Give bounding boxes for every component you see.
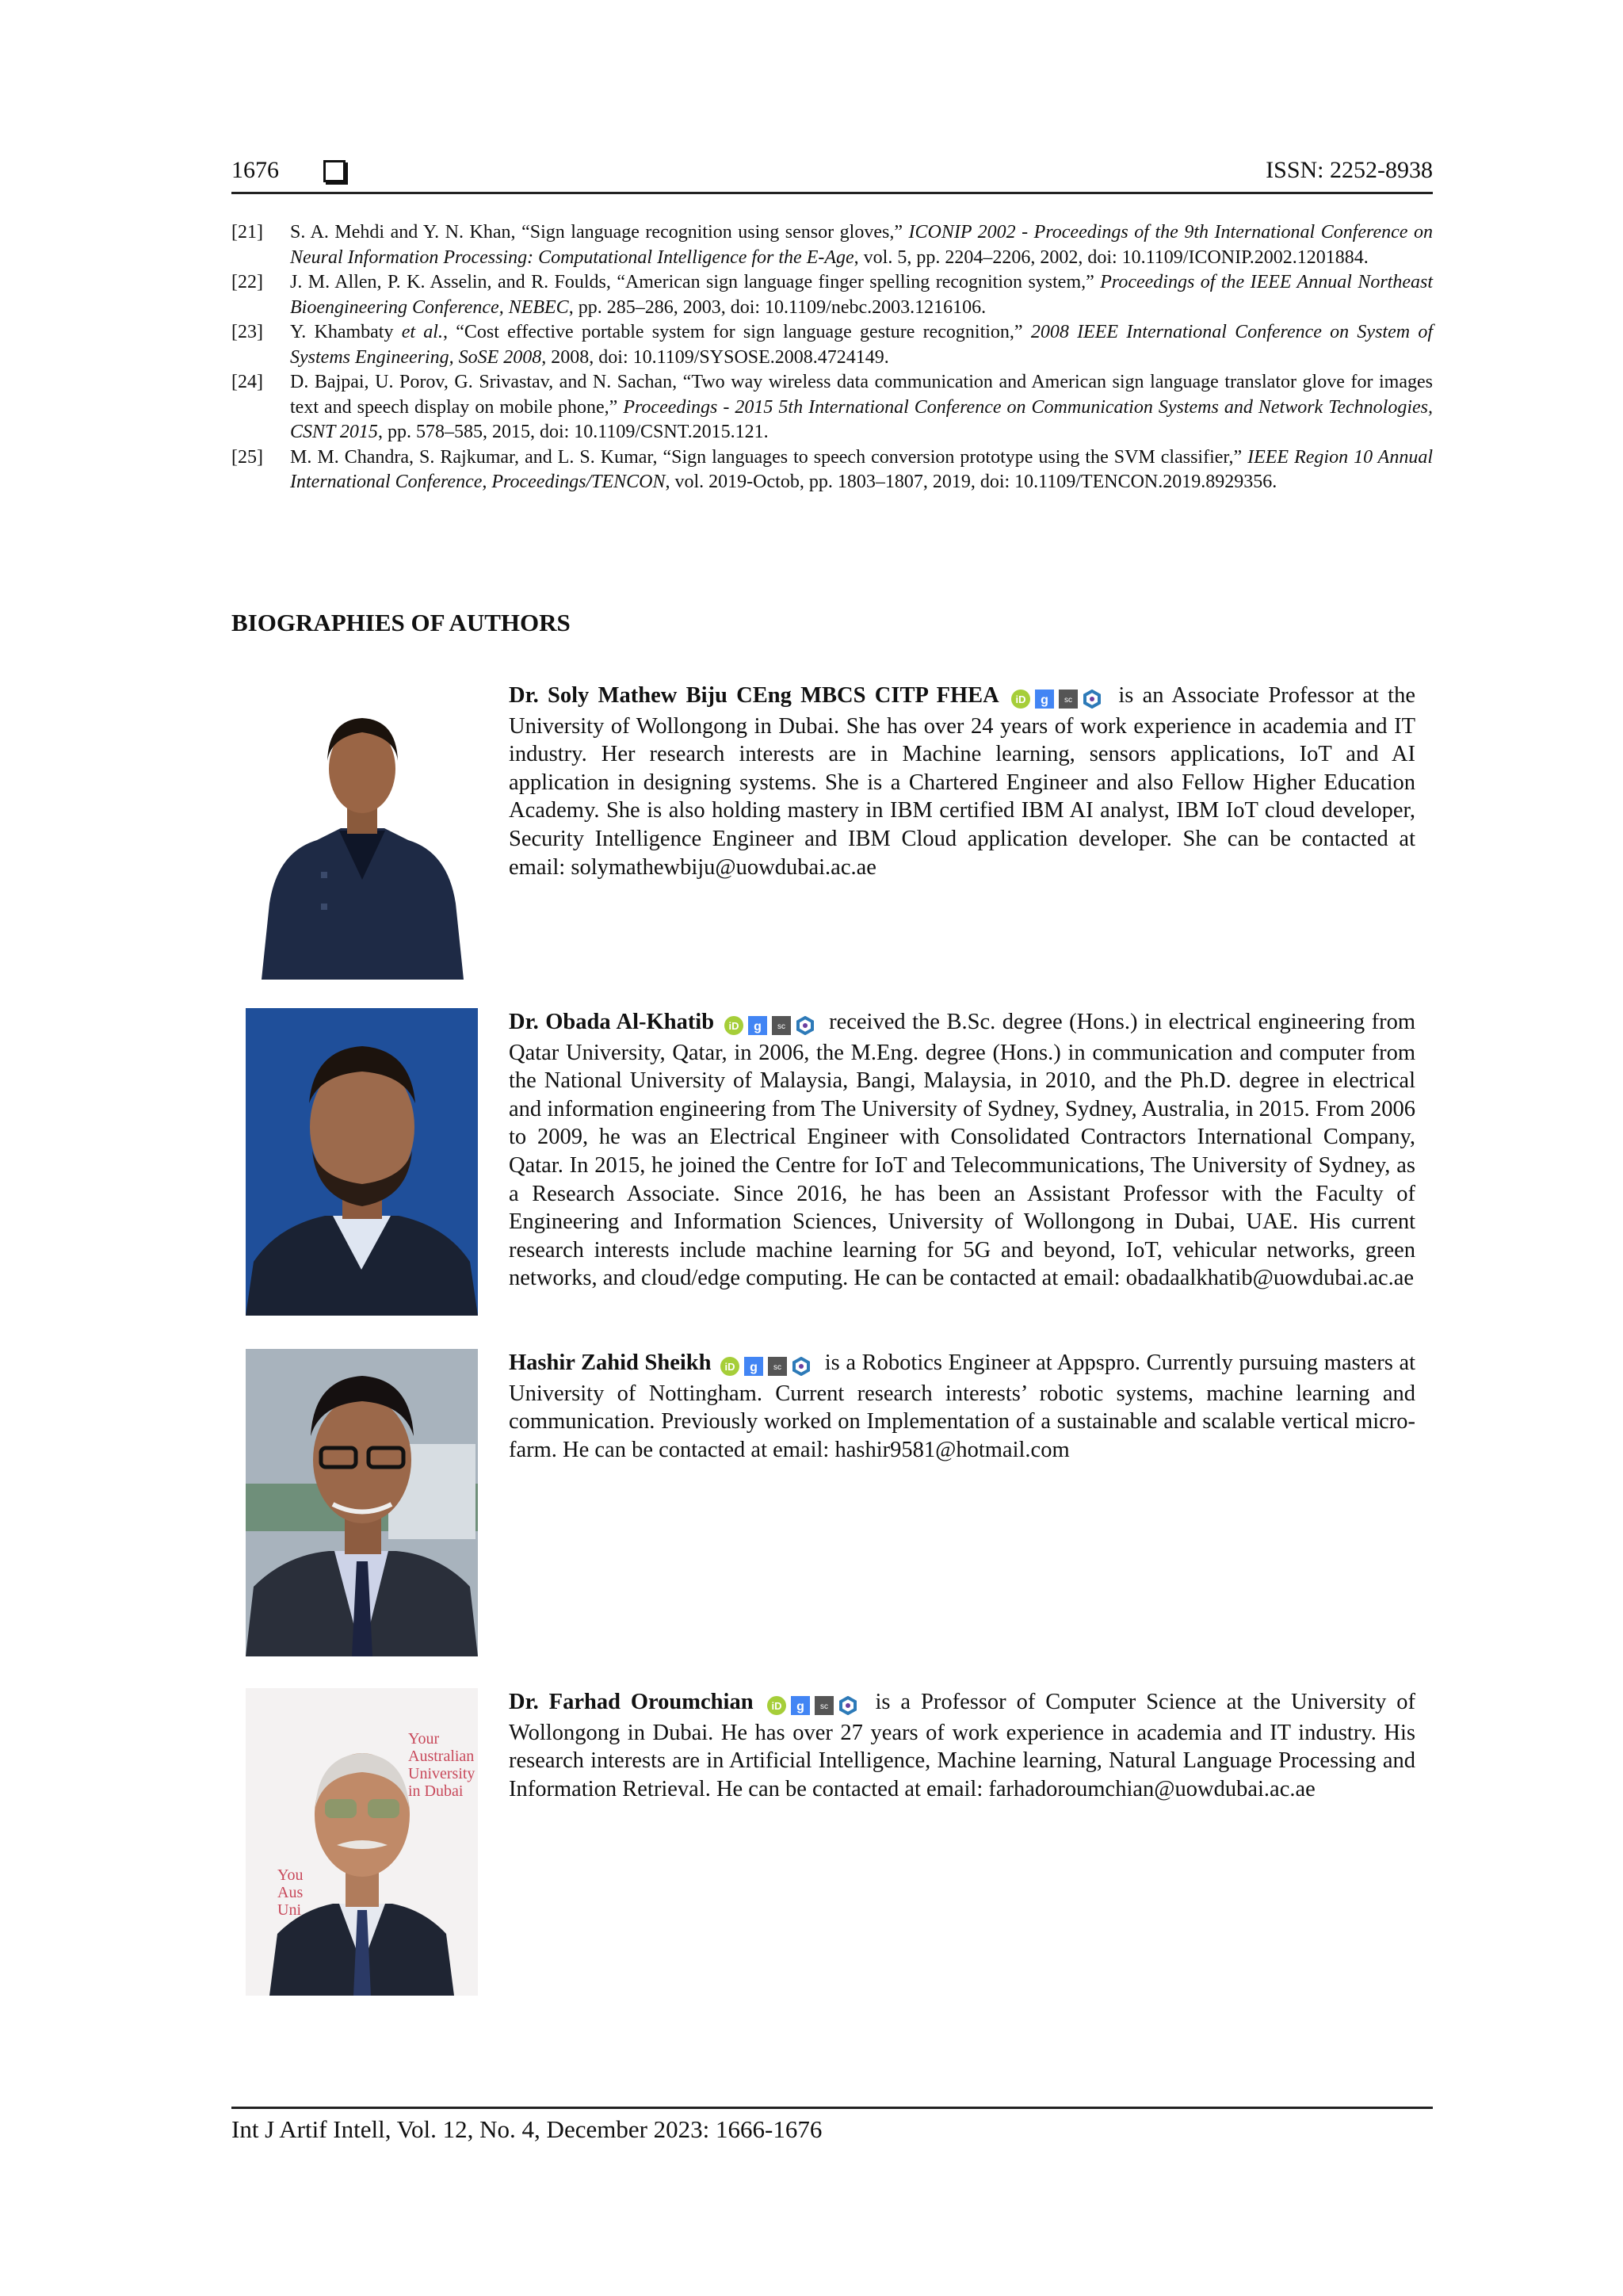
journal-citation: Int J Artif Intell, Vol. 12, No. 4, December 2023: 1666-1676 <box>231 2115 823 2143</box>
bio-text <box>509 1688 1415 1803</box>
reference-venue: 2008 IEEE International Conference on System of Systems Engineering, SoSE 2008 <box>290 322 1433 368</box>
svg-text:g: g <box>796 1700 804 1714</box>
reference-number: [25] <box>231 446 263 468</box>
reference-venue: IEEE Region 10 Annual International Conference, Proceedings/TENCON <box>290 446 1433 492</box>
reference-details: , vol. 5, pp. 2204–2206, 2002, doi: 10.1109/ICONIP.2002.1201884. <box>854 246 1369 268</box>
bio-text <box>509 1008 1415 1293</box>
svg-text:g: g <box>1041 693 1048 708</box>
reference-details: , vol. 2019-Octob, pp. 1803–1807, 2019, doi: 10.1109/TENCON.2019.8929356. <box>665 472 1277 492</box>
author-name: Hashir Zahid Sheikh <box>509 1350 712 1375</box>
svg-text:sc: sc <box>1064 696 1073 705</box>
google-scholar-icon[interactable] <box>1035 690 1054 709</box>
svg-text:sc: sc <box>773 1363 782 1373</box>
google-scholar-icon[interactable] <box>791 1696 810 1715</box>
scopus-icon[interactable] <box>772 1016 791 1035</box>
banner-text: You <box>277 1866 304 1884</box>
reference-number: [24] <box>231 372 263 392</box>
reference-details: , pp. 285–286, 2003, doi: 10.1109/nebc.2003.1216106. <box>568 296 987 318</box>
reference-item <box>231 270 1433 320</box>
banner-text: University <box>408 1765 475 1782</box>
orcid-icon[interactable] <box>767 1696 786 1715</box>
author-name: Dr. Soly Mathew Biju CEng MBCS CITP FHEA <box>509 683 999 708</box>
issn: ISSN: 2252-8938 <box>1266 157 1433 183</box>
svg-text:iD: iD <box>728 1020 739 1033</box>
biographies-heading: BIOGRAPHIES OF AUTHORS <box>231 609 571 636</box>
profile-icons <box>720 1351 815 1380</box>
svg-text:iD: iD <box>1015 693 1026 706</box>
svg-text:g: g <box>753 1020 762 1034</box>
banner-text: Australian <box>408 1748 475 1765</box>
reference-item <box>231 445 1433 495</box>
google-scholar-icon[interactable] <box>744 1357 763 1376</box>
author-photo <box>246 1349 478 1656</box>
svg-text:g: g <box>750 1361 758 1375</box>
orcid-icon[interactable] <box>720 1357 739 1376</box>
profile-icons <box>767 1690 862 1719</box>
reference-details: , pp. 578–585, 2015, doi: 10.1109/CSNT.2015.121. <box>377 422 769 442</box>
reference-number: [23] <box>231 322 263 342</box>
reference-item <box>231 320 1433 370</box>
page-header <box>231 157 1433 194</box>
publons-icon[interactable] <box>796 1016 815 1035</box>
scopus-icon[interactable] <box>815 1696 834 1715</box>
reference-details: , 2008, doi: 10.1109/SYSOSE.2008.4724149. <box>541 346 889 368</box>
bio-text <box>509 1349 1415 1464</box>
reference-text: J. M. Allen, P. K. Asselin, and R. Foulds, “American sign language finger spelling recognition system,” <box>290 272 1101 292</box>
svg-text:iD: iD <box>771 1700 781 1713</box>
publons-icon[interactable] <box>838 1696 857 1715</box>
reference-number: [22] <box>231 272 263 292</box>
banner-text: Aus <box>277 1884 304 1901</box>
banner-text: in Dubai <box>408 1782 464 1800</box>
google-scholar-icon[interactable] <box>748 1016 767 1035</box>
reference-list <box>231 220 1433 495</box>
author-description: is a Professor of Computer Science at the University of Wollongong in Dubai. He has over 27 years of work experience in academia and IT industry. His research interests are in Artificial Intelligence, Machine learning, Natural Language Processing and Information Retrieval. He can be contacted at email: farhadoroumchian@uowdubai.ac.ae <box>509 1690 1416 1801</box>
page-number: 1676 <box>231 157 279 183</box>
profile-icons <box>724 1010 819 1039</box>
orcid-icon[interactable] <box>724 1016 743 1035</box>
author-name: Dr. Obada Al-Khatib <box>509 1010 715 1034</box>
author-photo <box>246 1008 478 1316</box>
reference-venue: Proceedings - 2015 5th International Conference on Communication Systems and Network Technologies, CSNT 2015 <box>290 396 1433 442</box>
reference-venue: Proceedings of the IEEE Annual Northeast Bioengineering Conference, NEBEC <box>290 272 1433 318</box>
svg-text:iD: iD <box>724 1361 735 1373</box>
banner-text: Your <box>408 1730 440 1748</box>
author-photo <box>246 1688 478 1996</box>
banner-text: Uni <box>277 1901 301 1919</box>
reference-venue: ICONIP 2002 - Proceedings of the 9th International Conference on Neural Information Processing: Computational Intelligence for the E-Age <box>290 222 1433 268</box>
reference-item <box>231 370 1433 445</box>
author-description: received the B.Sc. degree (Hons.) in electrical engineering from Qatar University, Qatar, in 2006, the M.Eng. degree (Hons.) in communication and computer from the National University of Malaysia, Bangi, Malaysia, in 2010, and the Ph.D. degree in electrical and information engineering from The University of Sydney, Sydney, Australia, in 2015. From 2006 to 2009, he was an Electrical Engineer with Consolidated Contractors International Company, Qatar. In 2015, he joined the Centre for IoT and Telecommunications, The University of Sydney, as a Research Associate. Since 2016, he has been an Assistant Professor with the Faculty of Engineering and Information Sciences, University of Wollongong in Dubai, UAE. His current research interests include machine learning for 5G and beyond, IoT, vehicular networks, green networks, and cloud/edge computing. He can be contacted at email: obadaalkhatib@uowdubai.ac.ae <box>509 1010 1416 1291</box>
reference-text: S. A. Mehdi and Y. N. Khan, “Sign language recognition using sensor gloves,” <box>290 222 909 243</box>
svg-text:sc: sc <box>819 1702 828 1712</box>
reference-title: , “Cost effective portable system for sign language gesture recognition,” <box>442 322 1031 342</box>
author-description: is an Associate Professor at the University of Wollongong in Dubai. She has over 24 years of work experience in academia and IT industry. Her research interests are in Machine learning, sensors applications, IoT and AI application in designing systems. She is a Chartered Engineer and also Fellow Higher Education Academy. She is also holding mastery in IBM certified IBM AI analyst, IBM IoT cloud developer, Security Intelligence Engineer and IBM Cloud application developer. She can be contacted at email: solymathewbiju@uowdubai.ac.ae <box>509 683 1415 880</box>
scopus-icon[interactable] <box>1059 690 1078 709</box>
publons-icon[interactable] <box>792 1357 811 1376</box>
author-name: Dr. Farhad Oroumchian <box>509 1690 754 1714</box>
reference-text: D. Bajpai, U. Porov, G. Srivastav, and N. Sachan, “Two way wireless data communication and American sign language translator glove for images text and speech display on mobile phone,” <box>290 372 1433 418</box>
page-footer <box>231 2107 1433 2143</box>
svg-text:sc: sc <box>777 1022 785 1032</box>
reference-number: [21] <box>231 222 263 243</box>
reference-text: M. M. Chandra, S. Rajkumar, and L. S. Kumar, “Sign languages to speech conversion prototype using the SVM classifier,” <box>290 446 1248 468</box>
reference-item <box>231 220 1433 270</box>
orcid-icon[interactable] <box>1011 690 1030 709</box>
reference-etal: et al. <box>401 322 443 342</box>
publons-icon[interactable] <box>1083 690 1102 709</box>
scopus-icon[interactable] <box>768 1357 787 1376</box>
bio-text <box>509 682 1415 881</box>
square-symbol-icon <box>323 160 346 182</box>
reference-text: Y. Khambaty <box>290 322 402 342</box>
author-description: is a Robotics Engineer at Appspro. Currently pursuing masters at University of Nottingham. Current research interests’ robotic systems, machine learning and communication. Previously worked on Implementation of a sustainable and scalable vertical micro-farm. He can be contacted at email: hashir9581@hotmail.com <box>509 1350 1416 1462</box>
profile-icons <box>1011 684 1106 712</box>
author-photo <box>246 682 478 980</box>
